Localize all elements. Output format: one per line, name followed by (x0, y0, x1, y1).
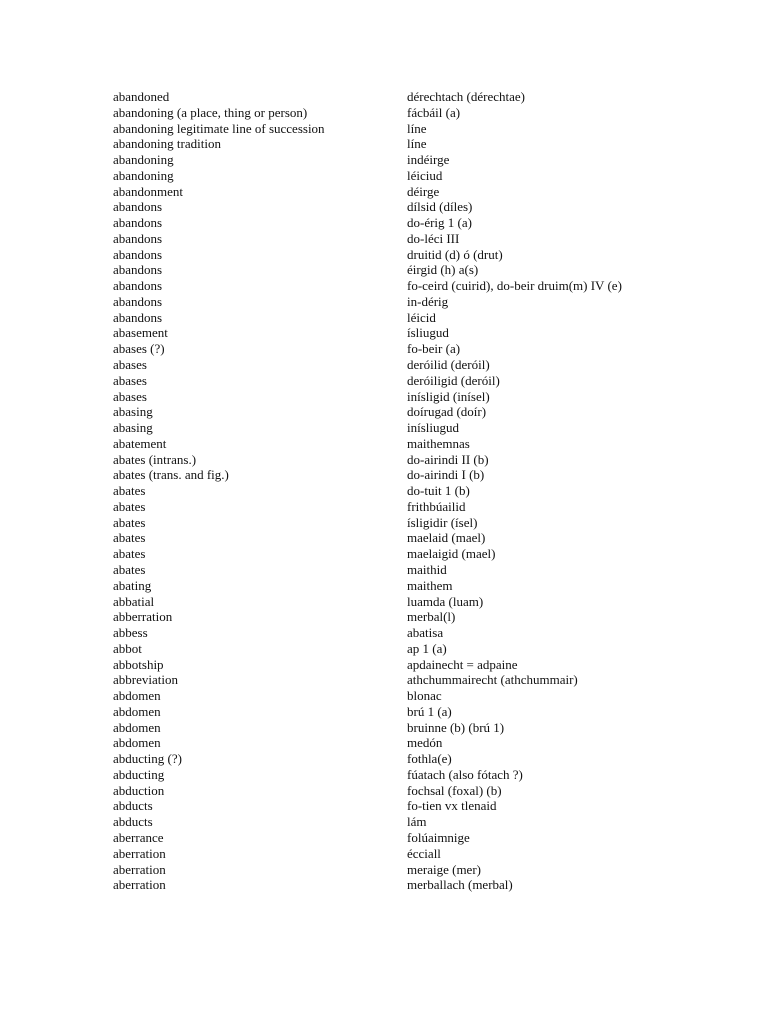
glossary-entry (113, 594, 622, 610)
glossary-entry (113, 247, 622, 263)
english-term: abandons (113, 278, 163, 294)
glossary-entry (113, 783, 622, 799)
irish-term: inísligid (inísel) (407, 388, 490, 404)
english-term: abandons (113, 215, 163, 231)
glossary-entry (113, 672, 622, 688)
irish-term: do-érig 1 (a) (407, 215, 472, 231)
irish-term: fúatach (also fótach ?) (407, 766, 523, 782)
glossary-entry (113, 404, 622, 420)
irish-term: doírugad (doír) (407, 404, 487, 420)
irish-term: bruinne (b) (brú 1) (407, 719, 505, 735)
english-term: abates (113, 514, 146, 530)
glossary-entry (113, 515, 622, 531)
english-term: abandoning tradition (113, 136, 221, 152)
irish-term: inísliugud (407, 420, 460, 436)
english-term: abases (?) (113, 341, 165, 357)
glossary-entry (113, 814, 622, 830)
english-term: abases (113, 372, 147, 388)
glossary-entry (113, 483, 622, 499)
english-term: abandons (113, 262, 163, 278)
english-term: abandoning (113, 167, 174, 183)
english-term: abandoning legitimate line of succession (113, 120, 325, 136)
english-term: abbatial (113, 593, 155, 609)
glossary-entry (113, 136, 622, 152)
english-term: abbot (113, 640, 142, 656)
irish-term: maelaigid (mael) (407, 546, 496, 562)
irish-term: léiciud (407, 167, 443, 183)
glossary-entry (113, 688, 622, 704)
glossary-list (113, 89, 622, 893)
irish-term: déirge (407, 183, 440, 199)
glossary-entry (113, 89, 622, 105)
english-term: abandons (113, 230, 163, 246)
irish-term: brú 1 (a) (407, 703, 452, 719)
irish-term: frithbúailid (407, 498, 466, 514)
glossary-entry (113, 862, 622, 878)
english-term: abdomen (113, 735, 161, 751)
irish-term: ap 1 (a) (407, 640, 447, 656)
irish-term: lám (407, 814, 427, 830)
irish-term: fácbáil (a) (407, 104, 461, 120)
irish-term: deróiligid (deróil) (407, 372, 500, 388)
irish-term: do-léci III (407, 230, 460, 246)
english-term: abates (113, 561, 146, 577)
irish-term: fochsal (foxal) (b) (407, 782, 502, 798)
irish-term: athchummairecht (athchummair) (407, 672, 578, 688)
glossary-entry (113, 341, 622, 357)
glossary-entry (113, 199, 622, 215)
irish-term: écciall (407, 845, 441, 861)
irish-term: do-airindi I (b) (407, 467, 485, 483)
english-term: abandons (113, 309, 163, 325)
irish-term: éirgid (h) a(s) (407, 262, 479, 278)
english-term: abbotship (113, 656, 164, 672)
glossary-entry (113, 704, 622, 720)
english-term: abduction (113, 782, 165, 798)
english-term: aberration (113, 845, 166, 861)
glossary-entry (113, 231, 622, 247)
english-term: abducting (113, 766, 165, 782)
irish-term: apdainecht = adpaine (407, 656, 518, 672)
english-term: abducting (?) (113, 751, 182, 767)
glossary-entry (113, 278, 622, 294)
irish-term: fo-beir (a) (407, 341, 461, 357)
english-term: abasing (113, 420, 153, 436)
irish-term: medón (407, 735, 443, 751)
english-term: abates (113, 498, 146, 514)
glossary-entry (113, 798, 622, 814)
irish-term: maithid (407, 561, 447, 577)
glossary-entry (113, 609, 622, 625)
irish-term: meraige (mer) (407, 861, 481, 877)
irish-term: léicid (407, 309, 436, 325)
english-term: abdomen (113, 703, 161, 719)
glossary-entry (113, 152, 622, 168)
glossary-entry (113, 310, 622, 326)
glossary-entry (113, 751, 622, 767)
irish-term: druitid (d) ó (drut) (407, 246, 503, 262)
irish-term: in-dérig (407, 293, 449, 309)
glossary-entry (113, 767, 622, 783)
irish-term: abatisa (407, 625, 444, 641)
english-term: abandons (113, 246, 163, 262)
english-term: abducts (113, 814, 153, 830)
irish-term: do-airindi II (b) (407, 451, 489, 467)
english-term: aberration (113, 877, 166, 893)
glossary-entry (113, 657, 622, 673)
irish-term: fo-tien vx tlenaid (407, 798, 497, 814)
irish-term: indéirge (407, 152, 450, 168)
irish-term: merbal(l) (407, 609, 456, 625)
irish-term: ísliugud (407, 325, 449, 341)
english-term: abandonment (113, 183, 184, 199)
glossary-entry (113, 121, 622, 137)
glossary-entry (113, 625, 622, 641)
english-term: abasing (113, 404, 153, 420)
glossary-entry (113, 467, 622, 483)
glossary-entry (113, 184, 622, 200)
glossary-entry (113, 578, 622, 594)
english-term: abandoning (113, 152, 174, 168)
irish-term: deróilid (deróil) (407, 357, 490, 373)
irish-term: líne (407, 136, 427, 152)
irish-term: maithem (407, 577, 453, 593)
english-term: abandons (113, 199, 163, 215)
english-term: abdomen (113, 688, 161, 704)
glossary-entry (113, 530, 622, 546)
irish-term: do-tuit 1 (b) (407, 483, 470, 499)
glossary-entry (113, 168, 622, 184)
english-term: abandoning (a place, thing or person) (113, 104, 308, 120)
glossary-entry (113, 452, 622, 468)
irish-term: fothla(e) (407, 751, 452, 767)
english-term: abates (113, 546, 146, 562)
english-term: abberration (113, 609, 173, 625)
english-term: abdomen (113, 719, 161, 735)
english-term: abases (113, 388, 147, 404)
glossary-entry (113, 877, 622, 893)
english-term: abandoned (113, 89, 170, 104)
glossary-entry (113, 720, 622, 736)
irish-term: fo-ceird (cuirid), do-beir druim(m) IV (e) (407, 278, 622, 294)
glossary-entry (113, 105, 622, 121)
english-term: abates (trans. and fig.) (113, 467, 229, 483)
english-term: abatement (113, 435, 167, 451)
glossary-entry (113, 215, 622, 231)
english-term: abates (113, 530, 146, 546)
glossary-entry (113, 262, 622, 278)
english-term: abasement (113, 325, 168, 341)
english-term: abates (intrans.) (113, 451, 197, 467)
glossary-entry (113, 830, 622, 846)
glossary-entry (113, 436, 622, 452)
english-term: abducts (113, 798, 153, 814)
english-term: abating (113, 577, 152, 593)
irish-term: blonac (407, 688, 442, 704)
glossary-entry (113, 546, 622, 562)
english-term: abases (113, 357, 147, 373)
glossary-entry (113, 641, 622, 657)
glossary-entry (113, 357, 622, 373)
irish-term: dílsid (díles) (407, 199, 473, 215)
irish-term: dérechtach (dérechtae) (407, 89, 525, 104)
irish-term: maelaid (mael) (407, 530, 486, 546)
glossary-entry (113, 294, 622, 310)
irish-term: folúaimnige (407, 829, 470, 845)
irish-term: luamda (luam) (407, 593, 484, 609)
glossary-entry (113, 373, 622, 389)
glossary-entry (113, 389, 622, 405)
glossary-entry (113, 735, 622, 751)
glossary-entry (113, 562, 622, 578)
english-term: abates (113, 483, 146, 499)
glossary-entry (113, 420, 622, 436)
irish-term: líne (407, 120, 427, 136)
english-term: aberrance (113, 829, 164, 845)
glossary-entry (113, 846, 622, 862)
irish-term: ísligidir (ísel) (407, 514, 478, 530)
english-term: abbreviation (113, 672, 178, 688)
english-term: abbess (113, 625, 148, 641)
glossary-entry (113, 499, 622, 515)
irish-term: maithemnas (407, 435, 470, 451)
irish-term: merballach (merbal) (407, 877, 513, 893)
glossary-entry (113, 325, 622, 341)
english-term: aberration (113, 861, 166, 877)
english-term: abandons (113, 293, 163, 309)
